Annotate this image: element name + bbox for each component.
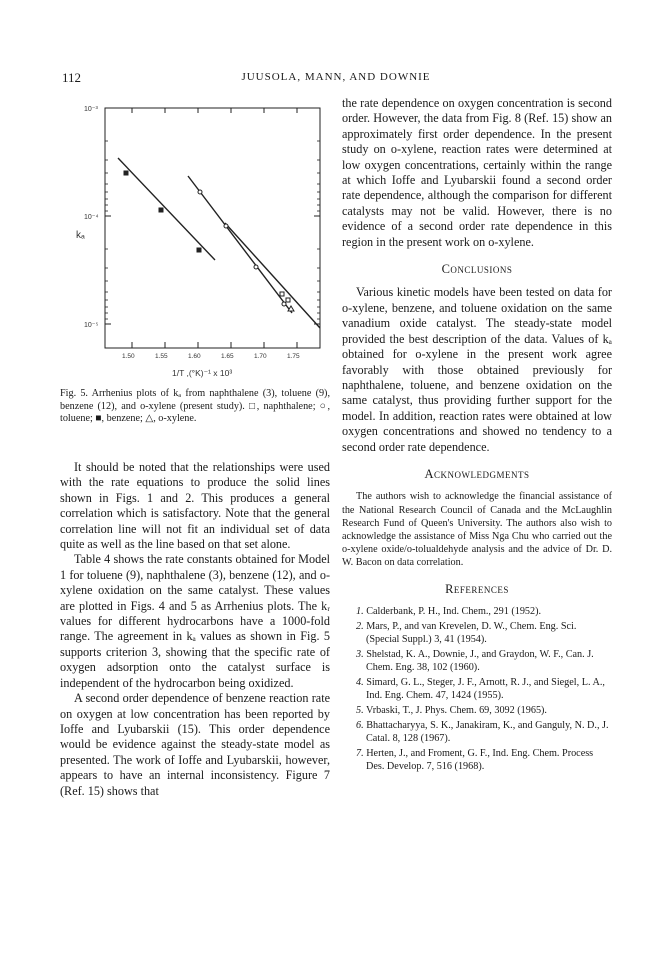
x-tick-label: 1.65 bbox=[221, 353, 234, 360]
reference-item: 4. Simard, G. L., Steger, J. F., Arnott, R. J., and Siegel, L. A., Ind. Eng. Chem. 47, 1424 (1955). bbox=[356, 676, 605, 701]
y-tick-label: 10⁻³ bbox=[84, 106, 98, 113]
toluene-marker bbox=[254, 265, 258, 269]
benzene-fit-line bbox=[118, 158, 215, 260]
y-tick-label: 10⁻⁴ bbox=[84, 214, 99, 221]
paragraph: Table 4 shows the rate constants obtained for Model 1 for toluene (9), naphthalene (3), benzene (12), and o-xylene oxidation on the same catalyst. These values are plotted in Figs. 4 and 5 as Arrhenius plots. The kᵣ values for different hydrocarbons have a 1000-fold range. The agreement in kₐ values as shown in Fig. 5 supports criterion 3, showing that the specific rate of oxygen adsorption onto the catalyst surface is independent of the hydrocarbon being oxidized. bbox=[60, 552, 330, 690]
references-list bbox=[342, 605, 612, 773]
toluene-marker bbox=[224, 224, 228, 228]
benzene-marker bbox=[197, 248, 201, 252]
toluene-marker bbox=[198, 190, 202, 194]
references-heading: References bbox=[445, 581, 509, 596]
naphthalene-marker bbox=[286, 298, 290, 302]
paragraph: A second order dependence of benzene reaction rate on oxygen at low concentration has been reported by Ioffe and Lyubarskii (15). This order dependence would be evidence against the steady-state model as presented. The work of Ioffe and Lyubarskii, however, appears to have an internal inconsistency. Figure 7 (Ref. 15) shows that bbox=[60, 691, 330, 798]
x-tick-label: 1.60 bbox=[188, 353, 201, 360]
toluene-fit-line bbox=[188, 176, 292, 313]
reference-item: 5. Vrbaski, T., J. Phys. Chem. 69, 3092 (1965). bbox=[356, 704, 547, 716]
toluene-marker bbox=[282, 302, 286, 306]
x-tick-label: 1.70 bbox=[254, 353, 267, 360]
page-header bbox=[0, 70, 672, 86]
y-axis-label: kₐ bbox=[76, 230, 85, 241]
left-column bbox=[60, 460, 330, 799]
arrhenius-plot-figure bbox=[60, 98, 340, 388]
conclusions-heading: Conclusions bbox=[441, 262, 513, 277]
running-title: JUUSOLA, MANN, AND DOWNIE bbox=[241, 71, 431, 83]
x-axis-label: 1/T ,(°K)⁻¹ x 10³ bbox=[172, 368, 233, 378]
figure-caption: Fig. 5. Arrhenius plots of kₐ from naphthalene (3), toluene (9), benzene (12), and o-xylene (present study). □, naphthalene; ○, toluene; ■, benzene; △, o-xylene. bbox=[60, 388, 330, 425]
paragraph: the rate dependence on oxygen concentration is second order. However, the data from Fig. 8 (Ref. 15) show an approximately first order dependence. In the present study on o-xylene, reaction rates were determined at low oxygen concentrations, certainly within the range at which Ioffe and Lyubarskii found a second order rate dependence, although the comparison for different catalysts may not be valid. However, there is no evidence of a second order rate dependence in this region in the present work on o-xylene. bbox=[342, 96, 612, 249]
naphthalene-marker bbox=[280, 292, 284, 296]
conclusions-paragraph: Various kinetic models have been tested on data for o-xylene, benzene, and toluene oxidation on the same vanadium oxide catalyst. The steady-state model provided the best description of the data. Values of kₐ obtained for o-xylene in the present work agree favorably with those obtained previously for naphthalene, toluene, and benzene oxidation on the same catalyst, thus providing further support for the model. In addition, reaction rates were obtained at low oxygen concentrations and showed no tendency to a second order rate dependence. bbox=[342, 285, 612, 454]
benzene-marker bbox=[124, 171, 128, 175]
reference-item: 3. Shelstad, K. A., Downie, J., and Graydon, W. F., Can. J. Chem. Eng. 38, 102 (1960). bbox=[356, 648, 594, 673]
acknowledgments-paragraph: The authors wish to acknowledge the financial assistance of the National Research Council of Canada and the McLaughlin Research Fund of Queen's University. The authors also wish to acknowledge the assistance of Miss Nga Chu who carried out the o-xylene oxide/o-tolualdehyde analysis and the advice of Dr. D. W. Bacon on data correlation. bbox=[342, 491, 612, 569]
x-tick-label: 1.75 bbox=[287, 353, 300, 360]
benzene-marker bbox=[159, 208, 163, 212]
naphthalene-fit-line bbox=[225, 223, 320, 328]
reference-item: 2. Mars, P., and van Krevelen, D. W., Chem. Eng. Sci. (Special Suppl.) 3, 41 (1954). bbox=[356, 620, 577, 645]
page-number: 112 bbox=[62, 70, 82, 85]
right-column bbox=[342, 96, 612, 775]
reference-item: 7. Herten, J., and Froment, G. F., Ind. Eng. Chem. Process Des. Develop. 7, 516 (1968). bbox=[356, 747, 594, 772]
paragraph: It should be noted that the relationships were used with the rate equations to produce the solid lines shown in Figs. 1 and 2. This produces a general correlation which is satisfactory. Note that the general correlation line will not fit an individual set of data quite as well as the line based on that set alone. bbox=[60, 460, 330, 552]
reference-item: 1. Calderbank, P. H., Ind. Chem., 291 (1952). bbox=[356, 605, 542, 617]
acknowledgments-heading: Acknowledgments bbox=[424, 466, 530, 481]
y-tick-label: 10⁻⁵ bbox=[84, 322, 99, 329]
plot-frame bbox=[105, 108, 320, 348]
x-tick-label: 1.55 bbox=[155, 353, 168, 360]
x-tick-label: 1.50 bbox=[122, 353, 135, 360]
reference-item: 6. Bhattacharyya, S. K., Janakiram, K., and Ganguly, N. D., J. Catal. 8, 128 (1967). bbox=[356, 719, 609, 744]
